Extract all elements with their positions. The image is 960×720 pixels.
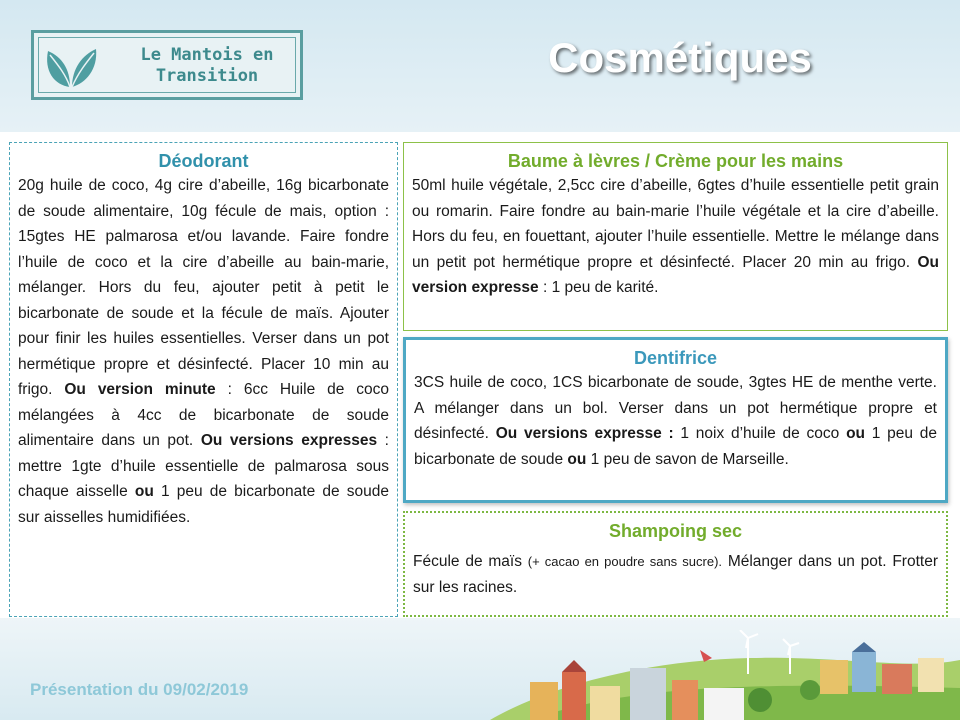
leaf-icon — [40, 41, 102, 91]
page-title: Cosmétiques — [548, 34, 812, 81]
shampoing-card — [403, 511, 948, 617]
logo-text: Le Mantois en Transition — [140, 45, 274, 86]
baume-text: 50ml huile végétale, 2,5cc cire d’abeille, 6gtes d’huile essentielle petit grain ou romarin. Faire fondre au bain-marie l’huile végétale et la cire d’abeille. Hors du feu, en fouettant, ajouter l’huile essentielle. Mettre le mélange dans un petit pot hermétique propre et désinfecté. Placer 20 min au frigo. Ou version expresse : 1 peu de karité. — [412, 177, 939, 296]
town-illustration — [490, 630, 960, 720]
deodorant-title: Déodorant — [158, 151, 249, 171]
deodorant-card — [9, 142, 398, 617]
deodorant-text: 20g huile de coco, 4g cire d’abeille, 16g bicarbonate de soude alimentaire, 10g fécule de mais, option : 15gtes HE palmarosa et/ou lavande. Faire fondre l’huile de coco et la cire d’abeille au bain-marie, mélanger. Hors du feu, ajouter petit à petit le bicarbonate de soude et la fécule de maïs. Ajouter pour finir les huiles essentielles. Verser dans un pot hermétique propre et désinfecté. Placer 10 min au frigo. Ou version minute : 6cc Huile de coco mélangées à 4cc de bicarbonate de soude alimentaire dans un pot. Ou versions expresses : mettre 1gte d’huile essentielle de palmarosa sous chaque aisselle ou 1 peu de bicarbonate de soude sur aisselles humidifiées. — [18, 177, 389, 526]
shampoing-text: Fécule de maïs (+ cacao en poudre sans sucre). Mélanger dans un pot. Frotter sur les racines. — [413, 553, 938, 596]
dentifrice-card — [403, 337, 948, 503]
baume-title: Baume à lèvres / Crème pour les mains — [507, 151, 844, 171]
baume-card — [403, 142, 948, 331]
presentation-date: Présentation du 09/02/2019 — [30, 680, 249, 699]
dentifrice-text: 3CS huile de coco, 1CS bicarbonate de soude, 3gtes HE de menthe verte. A mélanger dans un bol. Verser dans un pot hermétique propre et désinfecté. Ou versions expresse : 1 noix d’huile de coco ou 1 peu de bicarbonate de soude ou 1 peu de savon de Marseille. — [414, 374, 937, 468]
logo — [31, 30, 303, 100]
dentifrice-title: Dentifrice — [633, 348, 718, 368]
shampoing-title: Shampoing sec — [608, 521, 743, 541]
